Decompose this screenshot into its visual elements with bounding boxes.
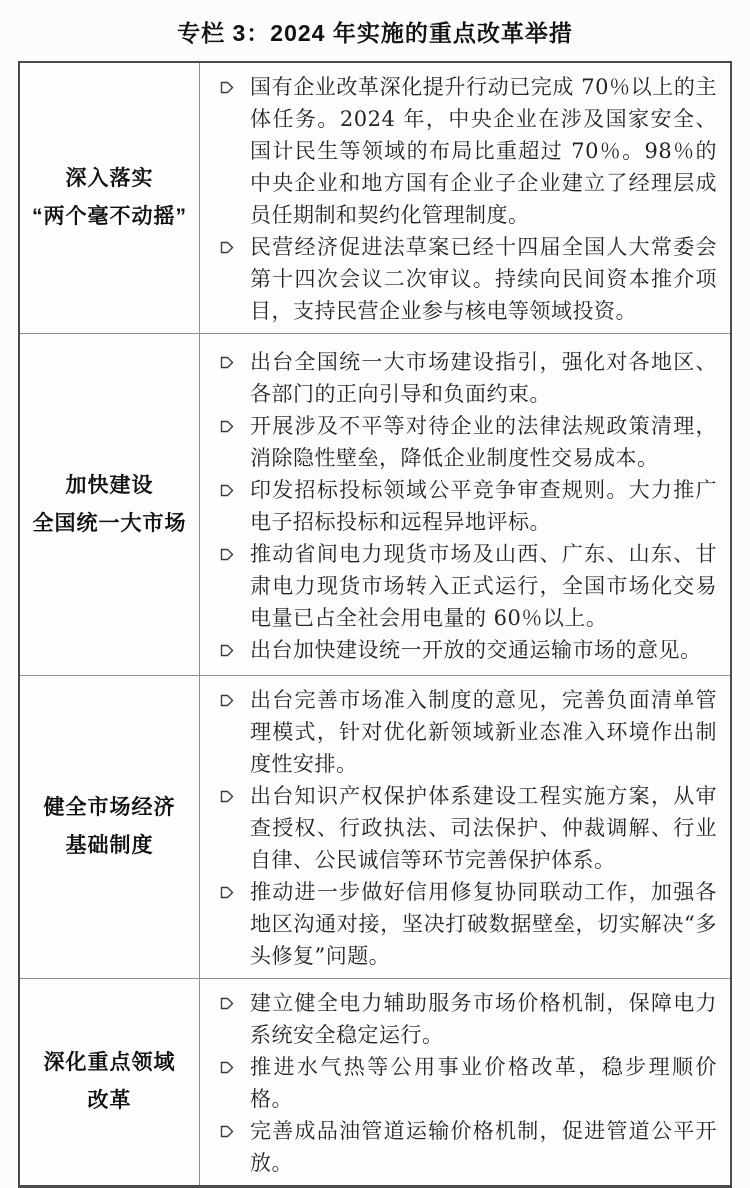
table-row [20, 676, 730, 979]
table-row [20, 334, 730, 676]
list-item [200, 346, 717, 410]
row-items [200, 979, 730, 1185]
item-text: 建立健全电力辅助服务市场价格机制，保障电力系统安全稳定运行。 [250, 991, 717, 1047]
list-item [200, 987, 717, 1051]
item-text: 民营经济促进法草案已经十四届全国人大常委会第十四次会议二次审议。持续向民间资本推介项目，支持民营企业参与核电等领域投资。 [250, 235, 717, 323]
row-header-line: 改革 [87, 1089, 132, 1112]
row-header-line: 基础制度 [65, 834, 154, 857]
reform-measures-table [18, 61, 732, 1188]
row-header [20, 334, 200, 675]
list-item [200, 71, 717, 231]
rightwards-white-arrow-icon [218, 417, 235, 436]
list-item [200, 780, 717, 876]
rightwards-white-arrow-icon [218, 238, 235, 257]
list-item [200, 410, 717, 474]
rightwards-white-arrow-icon [218, 883, 235, 902]
row-header-line: 加快建设 [65, 473, 154, 497]
list-item [200, 634, 717, 666]
rightwards-white-arrow-icon [218, 641, 235, 660]
list-item [200, 474, 717, 538]
item-text: 印发招标投标领域公平竞争审查规则。大力推广电子招标投标和远程异地评标。 [250, 477, 717, 534]
row-header-line: “两个毫不动摇” [32, 205, 187, 228]
row-items [200, 676, 730, 978]
list-item [200, 1115, 717, 1179]
item-text: 出台加快建设统一开放的交通运输市场的意见。 [250, 637, 702, 662]
item-text: 完善成品油管道运输价格机制，促进管道公平开放。 [250, 1119, 717, 1175]
rightwards-white-arrow-icon [218, 691, 235, 710]
rightwards-white-arrow-icon [218, 353, 235, 372]
row-header [20, 979, 200, 1185]
item-text: 国有企业改革深化提升行动已完成 70％以上的主体任务。2024 年，中央企业在涉及国家安全、国计民生等领域的布局比重超过 70％。98％的中央企业和地方国有企业子企业建立了经理层成员任期制和契约化管理制度。 [250, 75, 717, 227]
rightwards-white-arrow-icon [218, 78, 235, 97]
row-header-line: 全国统一大市场 [32, 511, 187, 535]
rightwards-white-arrow-icon [218, 1058, 235, 1077]
item-text: 出台全国统一大市场建设指引，强化对各地区、各部门的正向引导和负面约束。 [250, 349, 717, 406]
row-header [20, 676, 200, 978]
rightwards-white-arrow-icon [218, 481, 235, 500]
list-item [200, 1051, 717, 1115]
list-item [200, 876, 717, 972]
row-items [200, 63, 730, 333]
item-text: 开展涉及不平等对待企业的法律法规政策清理，消除隐性壁垒，降低企业制度性交易成本。 [250, 413, 717, 470]
item-text: 出台知识产权保护体系建设工程实施方案，从审查授权、行政执法、司法保护、仲裁调解、行业自律、公民诚信等环节完善保护体系。 [250, 784, 717, 872]
item-text: 推进水气热等公用事业价格改革，稳步理顺价格。 [250, 1055, 717, 1111]
row-header-line: 深入落实 [65, 167, 154, 190]
rightwards-white-arrow-icon [218, 545, 235, 564]
item-text: 推动省间电力现货市场及山西、广东、山东、甘肃电力现货市场转入正式运行，全国市场化交易电量已占全社会用电量的 60％以上。 [250, 541, 717, 630]
rightwards-white-arrow-icon [218, 994, 235, 1013]
row-header-line: 深化重点领域 [43, 1051, 176, 1074]
list-item [200, 684, 717, 780]
rightwards-white-arrow-icon [218, 1122, 235, 1141]
row-items [200, 334, 730, 675]
rightwards-white-arrow-icon [218, 787, 235, 806]
row-header-line: 健全市场经济 [43, 796, 176, 819]
table-row [20, 979, 730, 1185]
list-item [200, 231, 717, 327]
table-row [20, 63, 730, 334]
item-text: 出台完善市场准入制度的意见，完善负面清单管理模式，针对优化新领域新业态准入环境作出制度性安排。 [250, 688, 717, 776]
list-item [200, 538, 717, 634]
page-title: 专栏 3：2024 年实施的重点改革举措 [177, 20, 573, 46]
row-header [20, 63, 200, 333]
item-text: 推动进一步做好信用修复协同联动工作，加强各地区沟通对接，坚决打破数据壁垒，切实解决“多头修复”问题。 [250, 880, 717, 968]
